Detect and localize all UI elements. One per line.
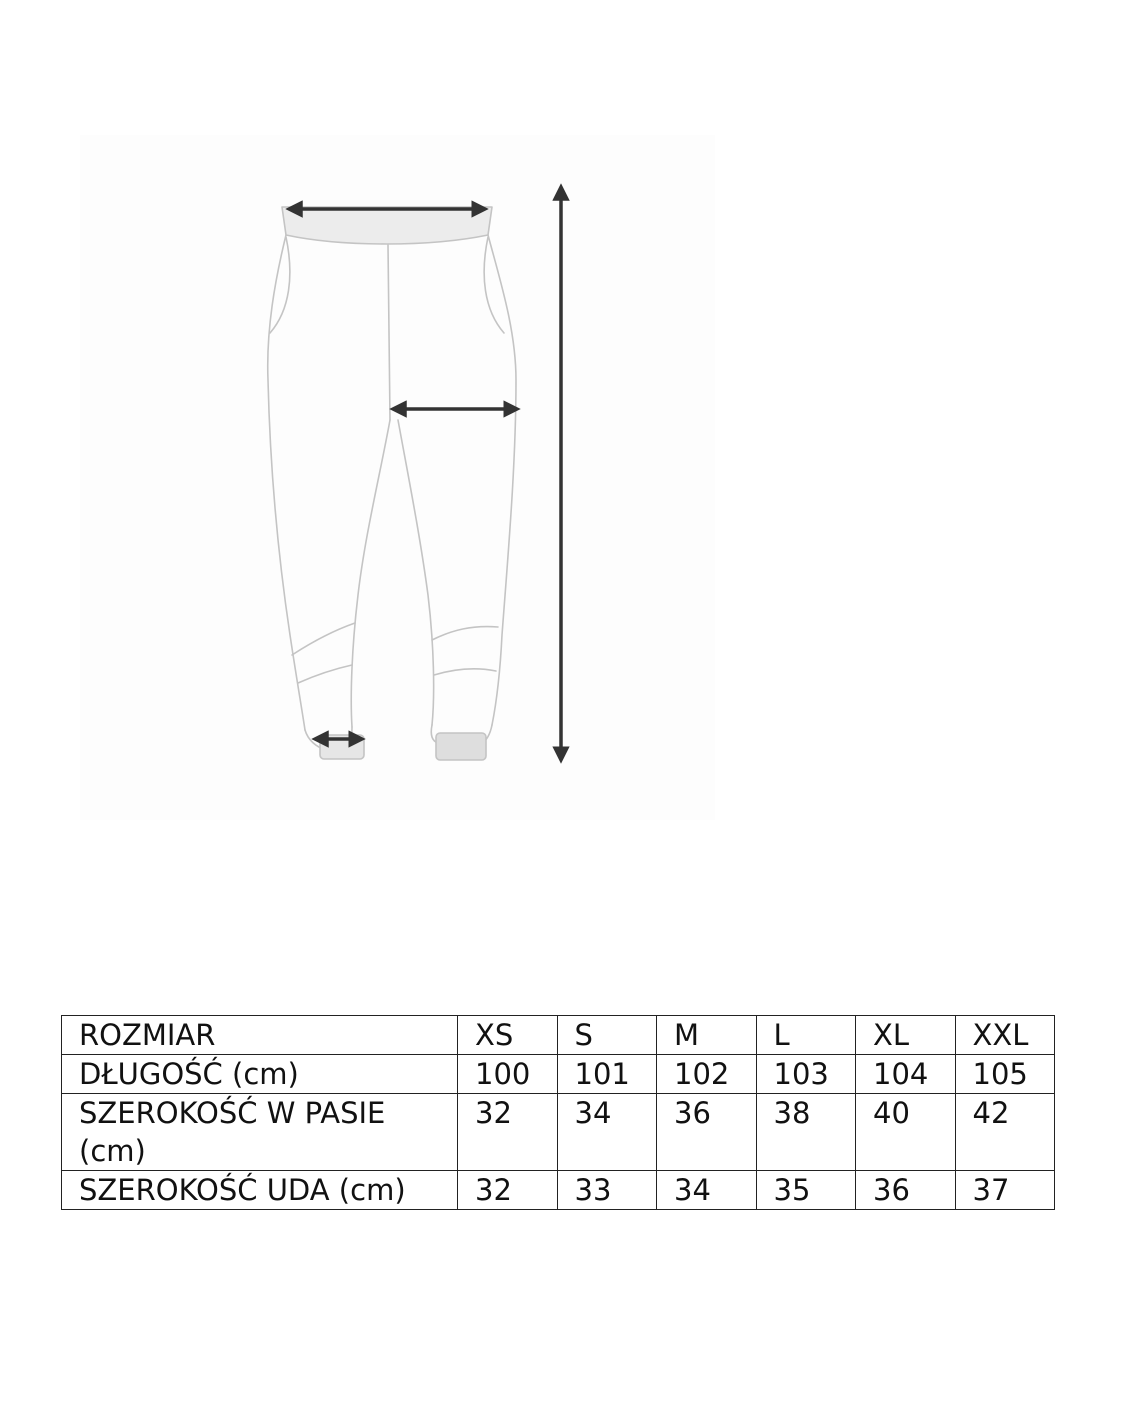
table-cell: 36 xyxy=(856,1171,956,1210)
table-cell: 32 xyxy=(458,1094,558,1171)
table-cell: 38 xyxy=(756,1094,856,1171)
size-chart-table xyxy=(61,1015,1055,1210)
table-cell: 34 xyxy=(557,1094,657,1171)
table-cell: 42 xyxy=(955,1094,1055,1171)
table-row xyxy=(62,1055,1055,1094)
table-cell: 103 xyxy=(756,1055,856,1094)
table-cell: 36 xyxy=(657,1094,757,1171)
table-row xyxy=(62,1094,1055,1171)
header-size-s: S xyxy=(557,1016,657,1055)
table-cell: 101 xyxy=(557,1055,657,1094)
header-size-l: L xyxy=(756,1016,856,1055)
table-cell: 33 xyxy=(557,1171,657,1210)
header-size-xxl: XXL xyxy=(955,1016,1055,1055)
row-label-thigh-width: SZEROKOŚĆ UDA (cm) xyxy=(62,1171,458,1210)
table-cell: 37 xyxy=(955,1171,1055,1210)
row-label-length: DŁUGOŚĆ (cm) xyxy=(62,1055,458,1094)
table-cell: 32 xyxy=(458,1171,558,1210)
header-size-m: M xyxy=(657,1016,757,1055)
pants-measurement-diagram-icon xyxy=(80,135,715,820)
table-cell: 104 xyxy=(856,1055,956,1094)
table-cell: 102 xyxy=(657,1055,757,1094)
table-cell: 40 xyxy=(856,1094,956,1171)
header-size-xs: XS xyxy=(458,1016,558,1055)
table-cell: 105 xyxy=(955,1055,1055,1094)
table-row xyxy=(62,1171,1055,1210)
table-cell: 35 xyxy=(756,1171,856,1210)
table-header-row xyxy=(62,1016,1055,1055)
row-label-waist-width: SZEROKOŚĆ W PASIE (cm) xyxy=(62,1094,458,1171)
table-cell: 100 xyxy=(458,1055,558,1094)
header-size-xl: XL xyxy=(856,1016,956,1055)
table-cell: 34 xyxy=(657,1171,757,1210)
header-size-label: ROZMIAR xyxy=(62,1016,458,1055)
